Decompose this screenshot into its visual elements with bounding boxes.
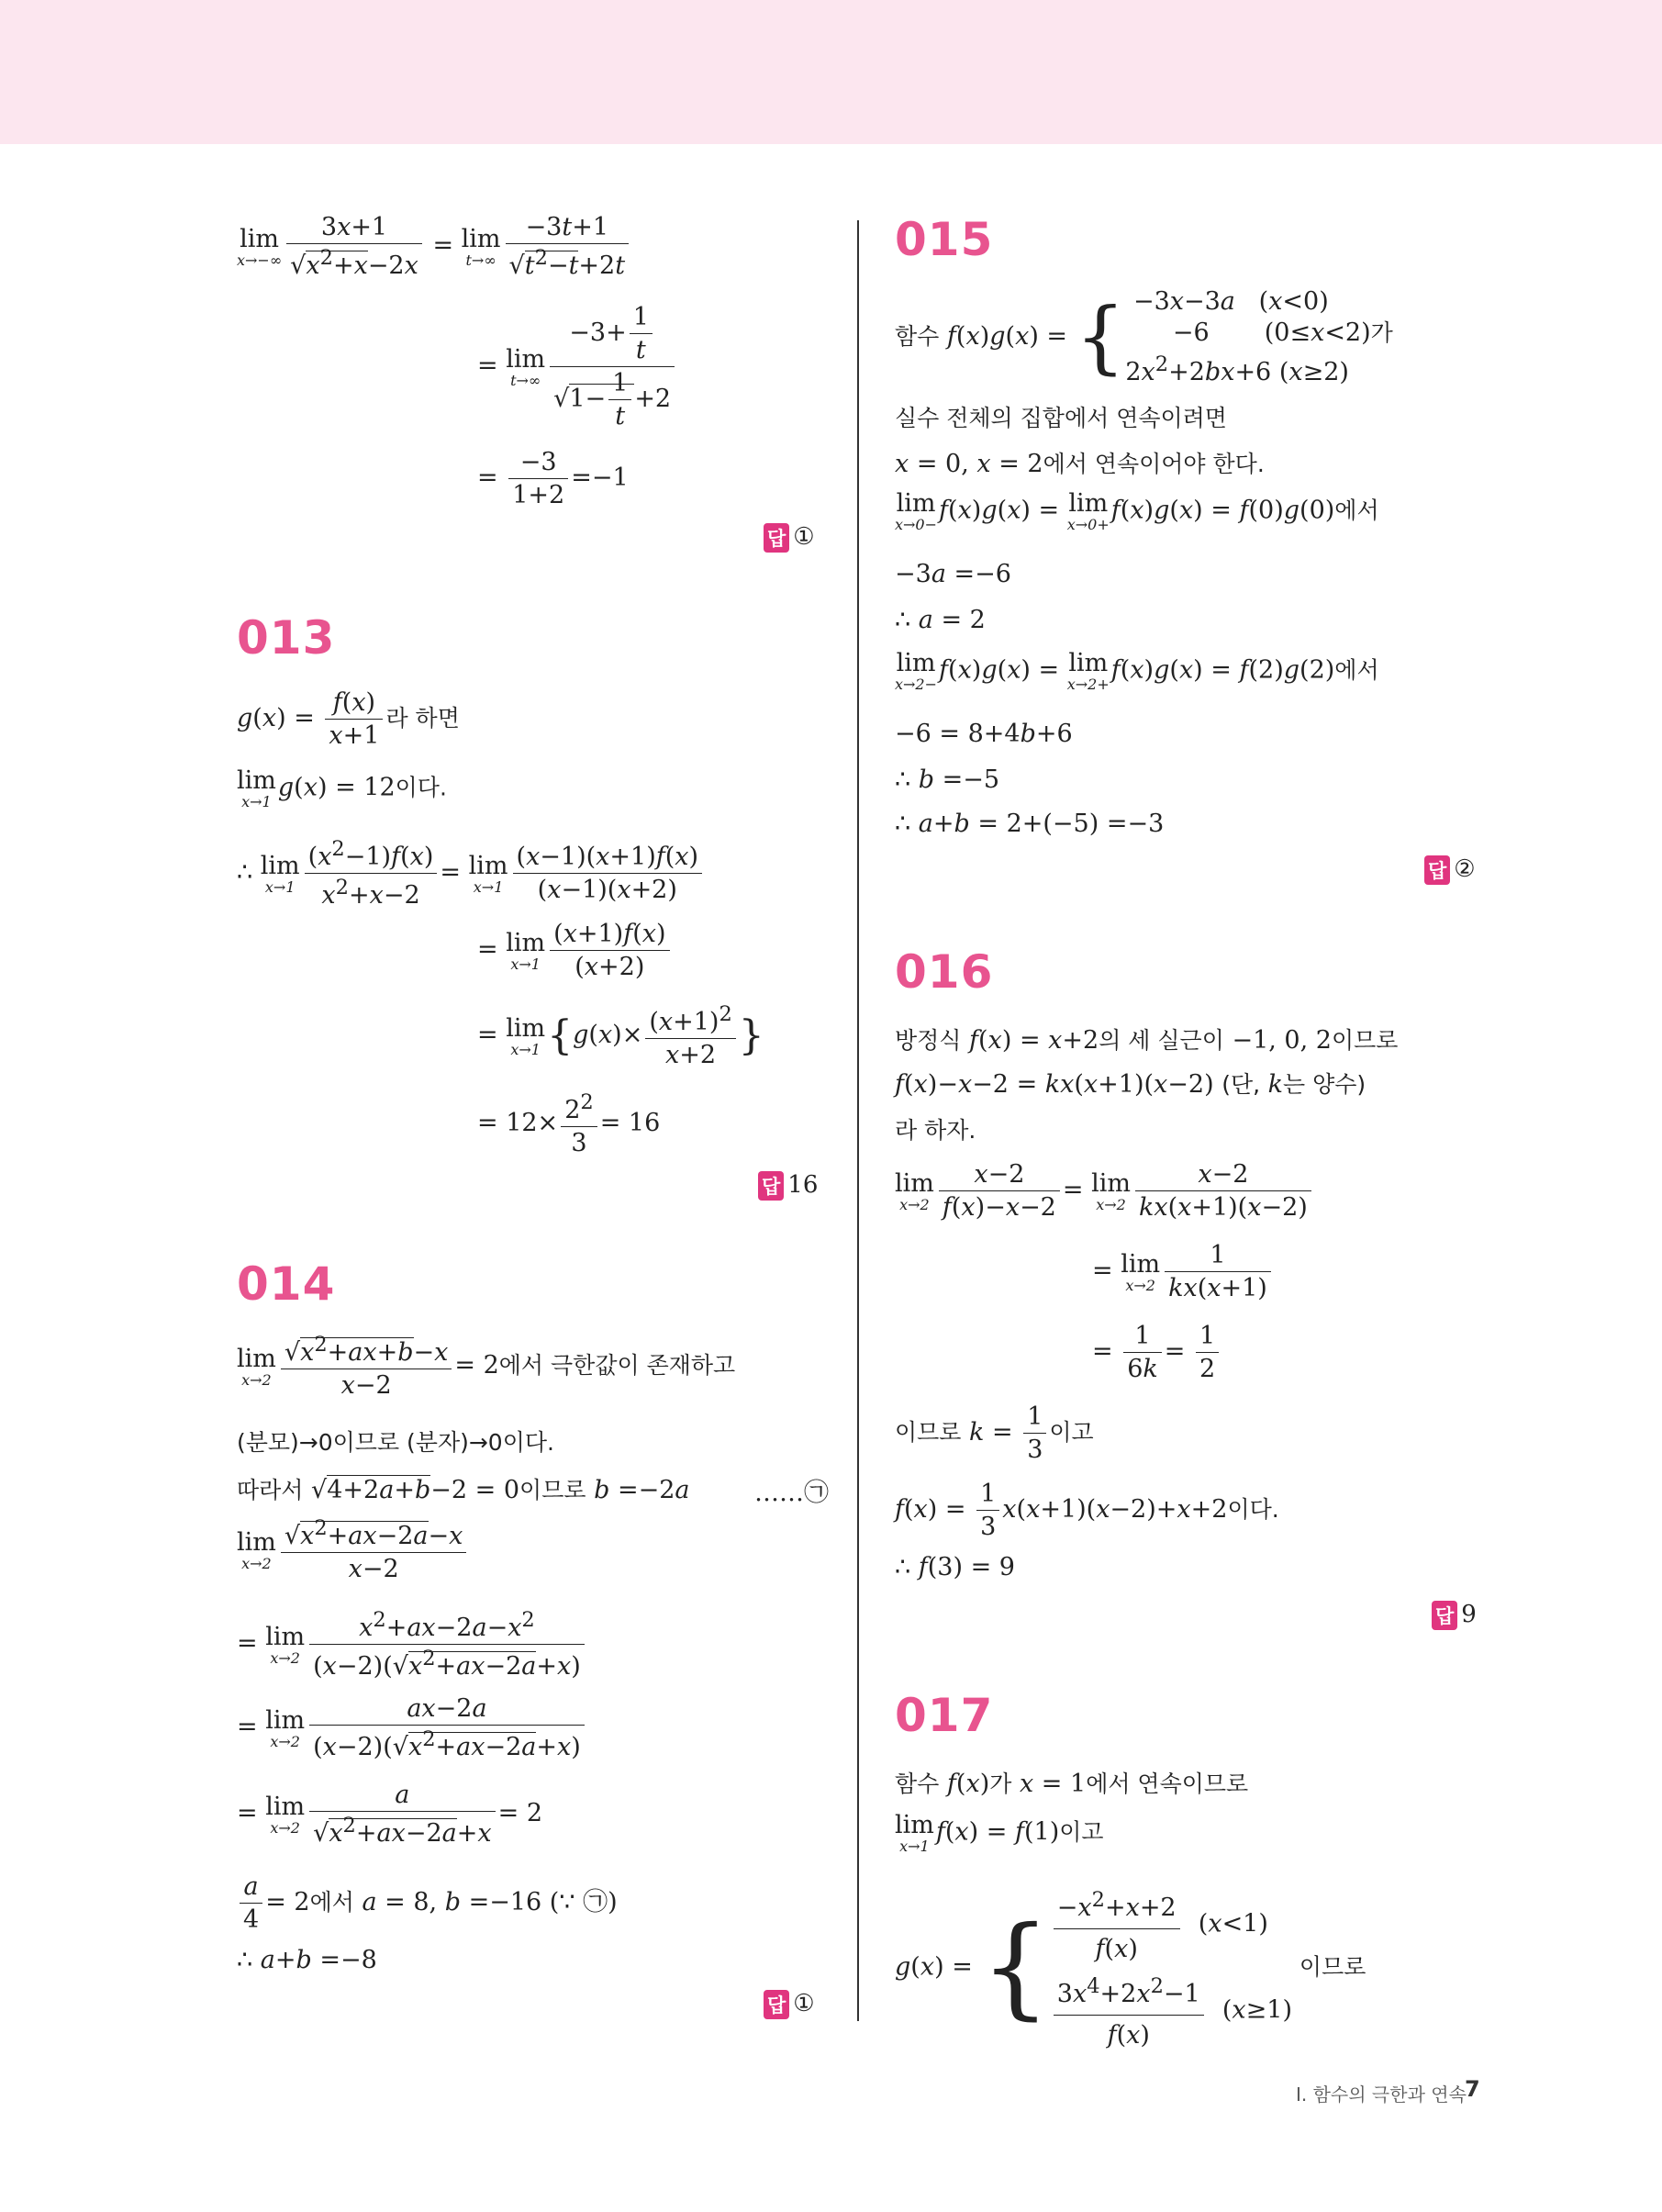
problem-number-015: 015: [895, 213, 994, 266]
p016-line-6: = $\frac{1}{6k}$ = $\frac{1}{2}$: [1092, 1322, 1221, 1383]
p013-line-2: lim x→1 g(x) = 12이다.: [237, 766, 447, 810]
answer-badge: 답: [1432, 1601, 1457, 1630]
p013-line-5: = lim x→1 {g(x)× $\frac{(x+1)^2}{x+2}$ }: [477, 1002, 764, 1069]
p014-line-8: $\frac{a}{4}$ = 2에서 a = 8, b =−16 (∵ ㉠): [237, 1872, 618, 1934]
p016-line-3: 라 하자.: [895, 1117, 976, 1144]
page-number: 7: [1465, 2076, 1480, 2102]
p015-line-6: ∴ a = 2: [895, 606, 986, 634]
p012-line-3: = $\frac{-3}{1+2}$ =−1: [477, 448, 629, 509]
p013-answer: 답 16: [758, 1171, 818, 1201]
p016-line-4: lim x→2 $\frac{x-2}{f(x)-x-2}$ = lim x→2 $\frac{x-2}{kx(x+1)(x-2)}$: [895, 1160, 1314, 1222]
p017-line-1: 함수 f(x)가 x = 1에서 연속이므로: [895, 1770, 1249, 1798]
p014-answer: 답 ①: [764, 1990, 815, 2019]
answer-badge: 답: [764, 1990, 789, 2019]
p016-line-5: = lim x→2 $\frac{1}{kx(x+1)}$: [1092, 1241, 1274, 1302]
p014-line-6: = lim x→2 $\frac{ax-2a}{(x-2)(√x^2+ax-2a+x)}$: [237, 1694, 587, 1761]
p016-line-2: f(x)−x−2 = kx(x+1)(x−2) (단, k는 양수): [895, 1070, 1366, 1099]
column-divider: [857, 220, 859, 2021]
answer-badge: 답: [758, 1171, 784, 1201]
problem-number-013: 013: [237, 611, 336, 665]
chapter-footer: Ⅰ. 함수의 극한과 연속: [1296, 2084, 1467, 2106]
problem-number-017: 017: [895, 1689, 994, 1742]
p015-line-2: 실수 전체의 집합에서 연속이려면: [895, 405, 1227, 431]
p012-line-1: lim x→−∞ $\frac{3x+1}{√x^2+x-2x}$ = lim t→∞ $\frac{-3t+1}{√t^2-t+2t}$: [237, 213, 631, 280]
p016-line-1: 방정식 f(x) = x+2의 세 실근이 −1, 0, 2이므로: [895, 1026, 1399, 1055]
problem-number-014: 014: [237, 1257, 336, 1311]
answer-badge: 답: [764, 523, 789, 553]
answer-badge: 답: [1424, 855, 1450, 885]
p013-line-3: ∴ lim x→1 $\frac{(x^2-1)f(x)}{x^2+x-2}$ = lim x→1 $\frac{(x-1)(x+1)f(x)}{(x-1)(x+2)}$: [237, 837, 705, 910]
p014-line-1: lim x→2 $\frac{√x^2+ax+b-x}{x-2}$ = 2에서 극한값이 존재하고: [237, 1333, 736, 1400]
p015-line-5: −3a =−6: [895, 560, 1011, 588]
p015-line-8: −6 = 8+4b+6: [895, 720, 1073, 748]
p014-line-9: ∴ a+b =−8: [237, 1946, 377, 1974]
p014-marker-1: ……㉠: [754, 1479, 829, 1507]
p015-line-3: x = 0, x = 2에서 연속이어야 한다.: [895, 450, 1265, 478]
p015-line-7: lim x→2− f(x)g(x) = lim x→2+ f(x)g(x) = f(2)g(2)에서: [895, 649, 1379, 693]
p014-line-2: (분모)→0이므로 (분자)→0이다.: [237, 1429, 554, 1456]
p015-line-10: ∴ a+b = 2+(−5) =−3: [895, 810, 1165, 838]
p012-answer: 답 ①: [764, 523, 815, 553]
p015-line-1: 함수 f(x)g(x) = { −3x−3a (x<0) −6 (0≤x<2)가 $2x^2+2bx+6$ (x≥2): [895, 287, 1393, 386]
p015-line-9: ∴ b =−5: [895, 765, 1000, 794]
p015-answer: 답 ②: [1424, 855, 1476, 885]
p016-line-7: 이므로 k = $\frac{1}{3}$ 이고: [895, 1402, 1094, 1464]
p014-line-7: = lim x→2 $\frac{a}{√x^2+ax-2a+x}$ = 2: [237, 1781, 542, 1848]
problem-number-016: 016: [895, 945, 994, 999]
p015-line-4: lim x→0− f(x)g(x) = lim x→0+ f(x)g(x) = f(0)g(0)에서: [895, 489, 1379, 533]
p014-line-4: lim x→2 $\frac{√x^2+ax-2a-x}{x-2}$: [237, 1516, 469, 1583]
top-color-band: [0, 0, 1662, 144]
p017-line-3: g(x) = { $\frac{-x^2+x+2}{f(x)}$ (x<1) $\frac{3x^4+2x^2-1}{f(x)}$ (x≥1) 이므로: [895, 1882, 1366, 2054]
p014-line-3: 따라서 √4+2a+b−2 = 0이므로 b =−2a: [237, 1476, 690, 1504]
p016-line-8: f(x) = $\frac{1}{3}$ x(x+1)(x−2)+x+2이다.: [895, 1480, 1279, 1541]
p013-line-4: = lim x→1 $\frac{(x+1)f(x)}{(x+2)}$: [477, 920, 673, 981]
p016-line-9: ∴ f(3) = 9: [895, 1553, 1015, 1581]
p017-line-2: lim x→1 f(x) = f(1)이고: [895, 1811, 1104, 1855]
p013-line-6: = 12× $\frac{2^2}{3}$ = 16: [477, 1090, 661, 1157]
p014-line-5: = lim x→2 $\frac{x^2+ax-2a-x^2}{(x-2)(√x^2+ax-2a+x)}$: [237, 1608, 587, 1681]
p012-line-2: = lim t→∞ −3+ $\frac{1}{t}$ √1− $\frac{1}{t}$ +2: [477, 303, 677, 430]
p013-line-1: g(x) = $\frac{f(x)}{x+1}$ 라 하면: [237, 688, 460, 750]
p016-answer: 답 9: [1432, 1601, 1477, 1630]
